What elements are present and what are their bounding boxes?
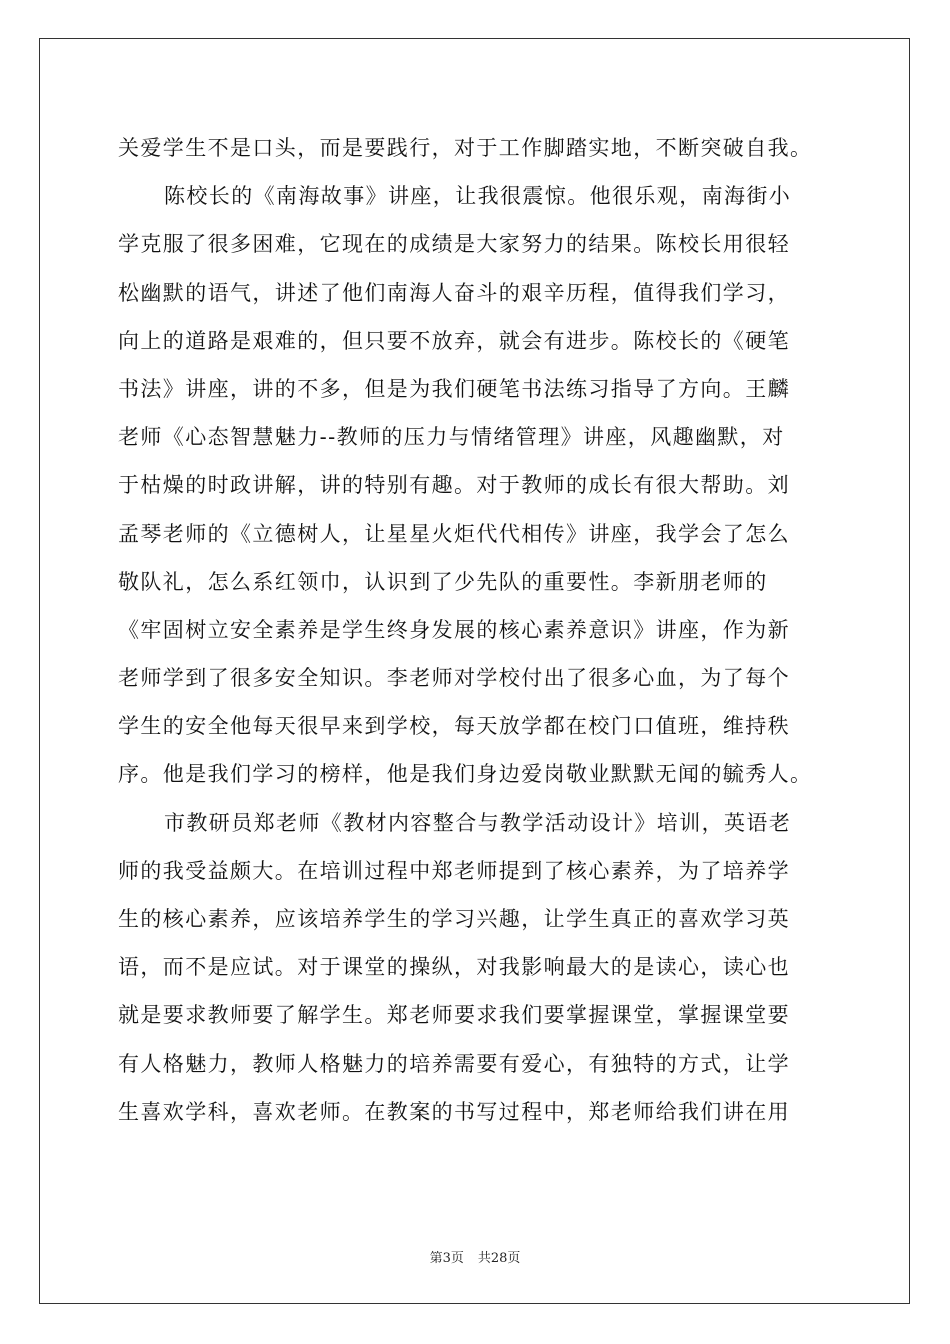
text-line: 老师《心态智慧魅力--教师的压力与情绪管理》讲座，风趣幽默，对 [118, 425, 785, 450]
text-line: 陈校长的《南海故事》讲座，让我很震惊。他很乐观，南海街小 [164, 184, 792, 209]
text-line: 《牢固树立安全素养是学生终身发展的核心素养意识》讲座，作为新 [118, 617, 790, 642]
text-line: 生的核心素养，应该培养学生的学习兴趣，让学生真正的喜欢学习英 [118, 907, 790, 931]
text-line: 关爱学生不是口头，而是要践行，对于工作脚踏实地，不断突破自我。 [118, 136, 813, 160]
text-line: 书法》讲座，讲的不多，但是为我们硬笔书法练习指导了方向。王麟 [118, 376, 790, 401]
text-line: 孟琴老师的《立德树人，让星星火炬代代相传》讲座，我学会了怎么 [118, 521, 790, 546]
text-line: 生喜欢学科，喜欢老师。在教案的书写过程中，郑老师给我们讲在用 [118, 1099, 790, 1124]
document-body [118, 124, 838, 1136]
text-line: 有人格魅力，教师人格魅力的培养需要有爱心，有独特的方式，让学 [118, 1051, 790, 1076]
text-line: 就是要求教师要了解学生。郑老师要求我们要掌握课堂，掌握课堂要 [118, 1003, 790, 1028]
text-line: 于枯燥的时政讲解，讲的特别有趣。对于教师的成长有很大帮助。刘 [118, 473, 790, 498]
text-line: 向上的道路是艰难的，但只要不放弃，就会有进步。陈校长的《硬笔 [118, 328, 790, 353]
text-line: 敬队礼，怎么系红领巾，认识到了少先队的重要性。李新朋老师的 [118, 569, 768, 594]
text-line: 学生的安全他每天很早来到学校，每天放学都在校门口值班，维持秩 [118, 714, 790, 739]
text-line: 学克服了很多困难，它现在的成绩是大家努力的结果。陈校长用很轻 [118, 232, 790, 257]
text-line: 序。他是我们学习的榜样，他是我们身边爱岗敬业默默无闻的毓秀人。 [118, 762, 813, 787]
text-line: 松幽默的语气，讲述了他们南海人奋斗的艰辛历程，值得我们学习， [118, 280, 790, 305]
page-footer [0, 1247, 950, 1266]
text-line: 语，而不是应试。对于课堂的操纵，对我影响最大的是读心，读心也 [118, 955, 790, 980]
text-line: 市教研员郑老师《教材内容整合与教学活动设计》培训，英语老 [164, 810, 792, 835]
text-line: 师的我受益颇大。在培训过程中郑老师提到了核心素养，为了培养学 [118, 858, 790, 883]
text-line: 老师学到了很多安全知识。李老师对学校付出了很多心血，为了每个 [118, 666, 790, 691]
current-page-label: 第3页 [429, 1251, 464, 1266]
total-pages-label: 共28页 [477, 1251, 521, 1266]
